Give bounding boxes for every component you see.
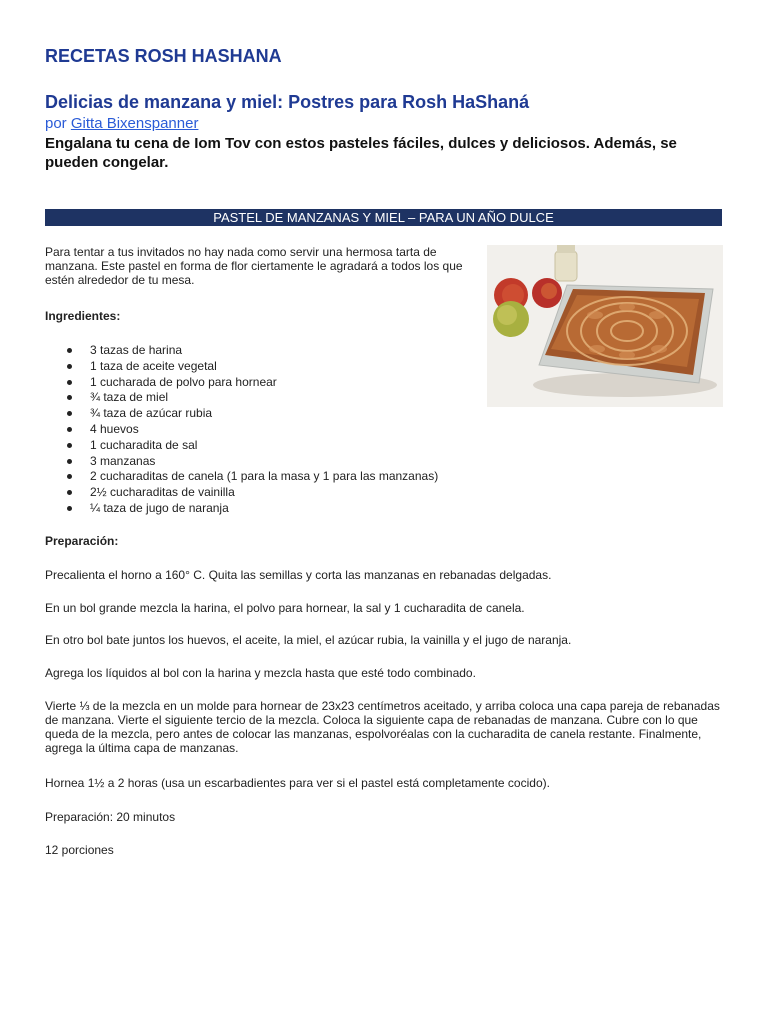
ingredient-item: 2½ cucharaditas de vainilla bbox=[45, 485, 438, 501]
ingredient-item: ¼ taza de jugo de naranja bbox=[45, 501, 438, 517]
servings: 12 porciones bbox=[45, 843, 114, 857]
byline bbox=[45, 115, 198, 132]
ingredient-item: ¾ taza de miel bbox=[45, 390, 438, 406]
ingredient-item: 1 taza de aceite vegetal bbox=[45, 359, 438, 375]
ingredient-item: 4 huevos bbox=[45, 422, 438, 438]
recipe-photo bbox=[487, 245, 723, 407]
recipe-description: Para tentar a tus invitados no hay nada como servir una hermosa tarta de manzana. Este pastel en forma de flor ciertamente le agradará a todos los que estén alrededor de tu mesa. bbox=[45, 245, 463, 287]
prep-time: Preparación: 20 minutos bbox=[45, 810, 176, 824]
article-title: Delicias de manzana y miel: Postres para Rosh HaShaná bbox=[45, 92, 530, 112]
ingredient-item: 3 manzanas bbox=[45, 454, 438, 470]
preparation-step: Vierte ⅓ de la mezcla en un molde para hornear de 23x23 centímetros aceitado, y arriba coloca una capa pareja de rebanadas de manzana. Vierte el siguiente tercio de la mezcla. Coloca la siguiente capa de rebanadas de manzana. Cubre con lo que queda de la mezcla, pero antes de colocar las manzanas, espolvoréalas con la cucharadita de canela restante. Finalmente, agrega la última capa de manzanas. bbox=[45, 699, 720, 755]
ingredient-item: 1 cucharadita de sal bbox=[45, 438, 438, 454]
byline-prefix: por bbox=[45, 115, 71, 132]
ingredients-heading: Ingredientes: bbox=[45, 309, 121, 323]
ingredient-item: 1 cucharada de polvo para hornear bbox=[45, 375, 438, 391]
apple-cake-image bbox=[487, 245, 723, 407]
preparation-step: Precalienta el horno a 160° C. Quita las semillas y corta las manzanas en rebanadas delgadas. bbox=[45, 568, 552, 582]
article-intro: Engalana tu cena de Iom Tov con estos pasteles fáciles, dulces y deliciosos. Además, se pueden congelar. bbox=[45, 135, 677, 171]
page-heading: RECETAS ROSH HASHANA bbox=[45, 46, 282, 66]
ingredient-item: 3 tazas de harina bbox=[45, 343, 438, 359]
preparation-step: En un bol grande mezcla la harina, el polvo para hornear, la sal y 1 cucharadita de canela. bbox=[45, 601, 525, 615]
ingredients-list bbox=[45, 343, 438, 517]
preparation-step: Agrega los líquidos al bol con la harina y mezcla hasta que esté todo combinado. bbox=[45, 666, 476, 680]
ingredient-item: 2 cucharaditas de canela (1 para la masa y 1 para las manzanas) bbox=[45, 469, 438, 485]
preparation-heading: Preparación: bbox=[45, 534, 119, 548]
recipe-section-title: PASTEL DE MANZANAS Y MIEL – PARA UN AÑO DULCE bbox=[45, 209, 722, 226]
preparation-step: En otro bol bate juntos los huevos, el aceite, la miel, el azúcar rubia, la vainilla y el jugo de naranja. bbox=[45, 633, 572, 647]
author-link[interactable]: Gitta Bixenspanner bbox=[70, 115, 199, 132]
preparation-step: Hornea 1½ a 2 horas (usa un escarbadientes para ver si el pastel está completamente cocido). bbox=[45, 776, 550, 790]
ingredient-item: ¾ taza de azúcar rubia bbox=[45, 406, 438, 422]
